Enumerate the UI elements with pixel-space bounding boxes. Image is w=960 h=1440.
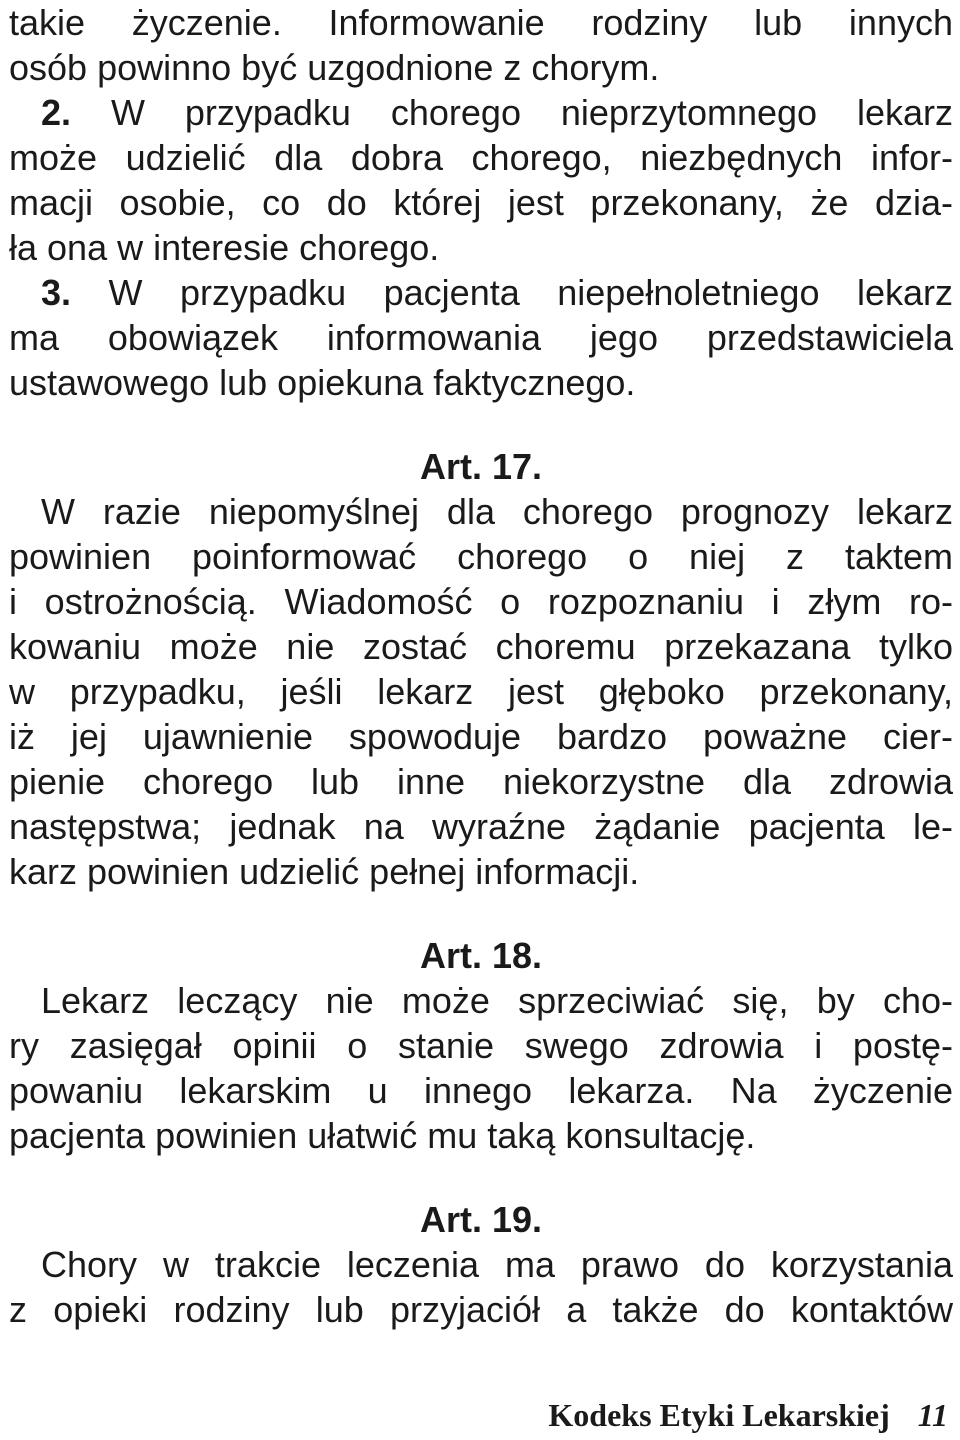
text-line: z opieki rodziny lub przyjaciół a także do kontaktów xyxy=(9,1289,953,1330)
section-gap xyxy=(9,405,953,444)
text-line: iż jej ujawnienie spowoduje bardzo poważne cier- xyxy=(9,716,953,757)
article-heading: Art. 18. xyxy=(419,935,543,976)
text-line: ma obowiązek informowania jego przedstawiciela xyxy=(9,317,953,358)
text-line: powinien poinformować chorego o niej z taktem xyxy=(9,536,953,577)
clause-3 xyxy=(9,270,953,405)
text-line: Lekarz leczący nie może sprzeciwiać się, by cho- xyxy=(41,980,953,1021)
article-heading: Art. 17. xyxy=(419,446,543,487)
text-line: w przypadku, jeśli lekarz jest głęboko przekonany, xyxy=(9,671,953,712)
text-line: powaniu lekarskim u innego lekarza. Na życzenie xyxy=(9,1070,953,1111)
paragraph-continuation xyxy=(9,0,953,90)
text-line: macji osobie, co do której jest przekonany, że dzia- xyxy=(9,182,953,223)
text-line: kowaniu może nie zostać choremu przekazana tylko xyxy=(9,626,953,667)
clause-number: 3. xyxy=(41,272,72,313)
clause-text: W przypadku chorego nieprzytomnego lekarz xyxy=(110,92,953,133)
text-line: Chory w trakcie leczenia ma prawo do korzystania xyxy=(41,1244,953,1285)
section-gap xyxy=(9,894,953,933)
article-17 xyxy=(9,444,953,894)
page-footer xyxy=(548,1395,948,1435)
clause-first-line xyxy=(9,270,953,315)
page-number: 11 xyxy=(917,1397,948,1433)
article-19 xyxy=(9,1197,953,1332)
text-line: może udzielić dla dobra chorego, niezbędnych infor- xyxy=(9,137,953,178)
section-gap xyxy=(9,1158,953,1197)
text-line: ła ona w interesie chorego. xyxy=(9,227,440,268)
article-18 xyxy=(9,933,953,1158)
text-line: takie życzenie. Informowanie rodziny lub innych xyxy=(9,2,953,43)
text-line: ry zasięgał opinii o stanie swego zdrowia i postę- xyxy=(9,1025,953,1066)
text-line: ustawowego lub opiekuna faktycznego. xyxy=(9,362,636,403)
text-line: i ostrożnością. Wiadomość o rozpoznaniu i złym ro- xyxy=(9,581,953,622)
article-heading: Art. 19. xyxy=(419,1199,543,1240)
text-line: pacjenta powinien ułatwić mu taką konsultację. xyxy=(9,1115,756,1156)
text-line: osób powinno być uzgodnione z chorym. xyxy=(9,47,660,88)
text-line: następstwa; jednak na wyraźne żądanie pacjenta le- xyxy=(9,806,953,847)
clause-text: W przypadku pacjenta niepełnoletniego lekarz xyxy=(108,272,953,313)
clause-first-line xyxy=(9,90,953,135)
clause-2 xyxy=(9,90,953,270)
document-page xyxy=(9,0,953,1332)
clause-number: 2. xyxy=(41,92,72,133)
text-line: pienie chorego lub inne niekorzystne dla zdrowia xyxy=(9,761,953,802)
text-line: karz powinien udzielić pełnej informacji. xyxy=(9,851,640,892)
footer-title: Kodeks Etyki Lekarskiej xyxy=(548,1397,890,1433)
text-line: W razie niepomyślnej dla chorego prognozy lekarz xyxy=(41,491,953,532)
